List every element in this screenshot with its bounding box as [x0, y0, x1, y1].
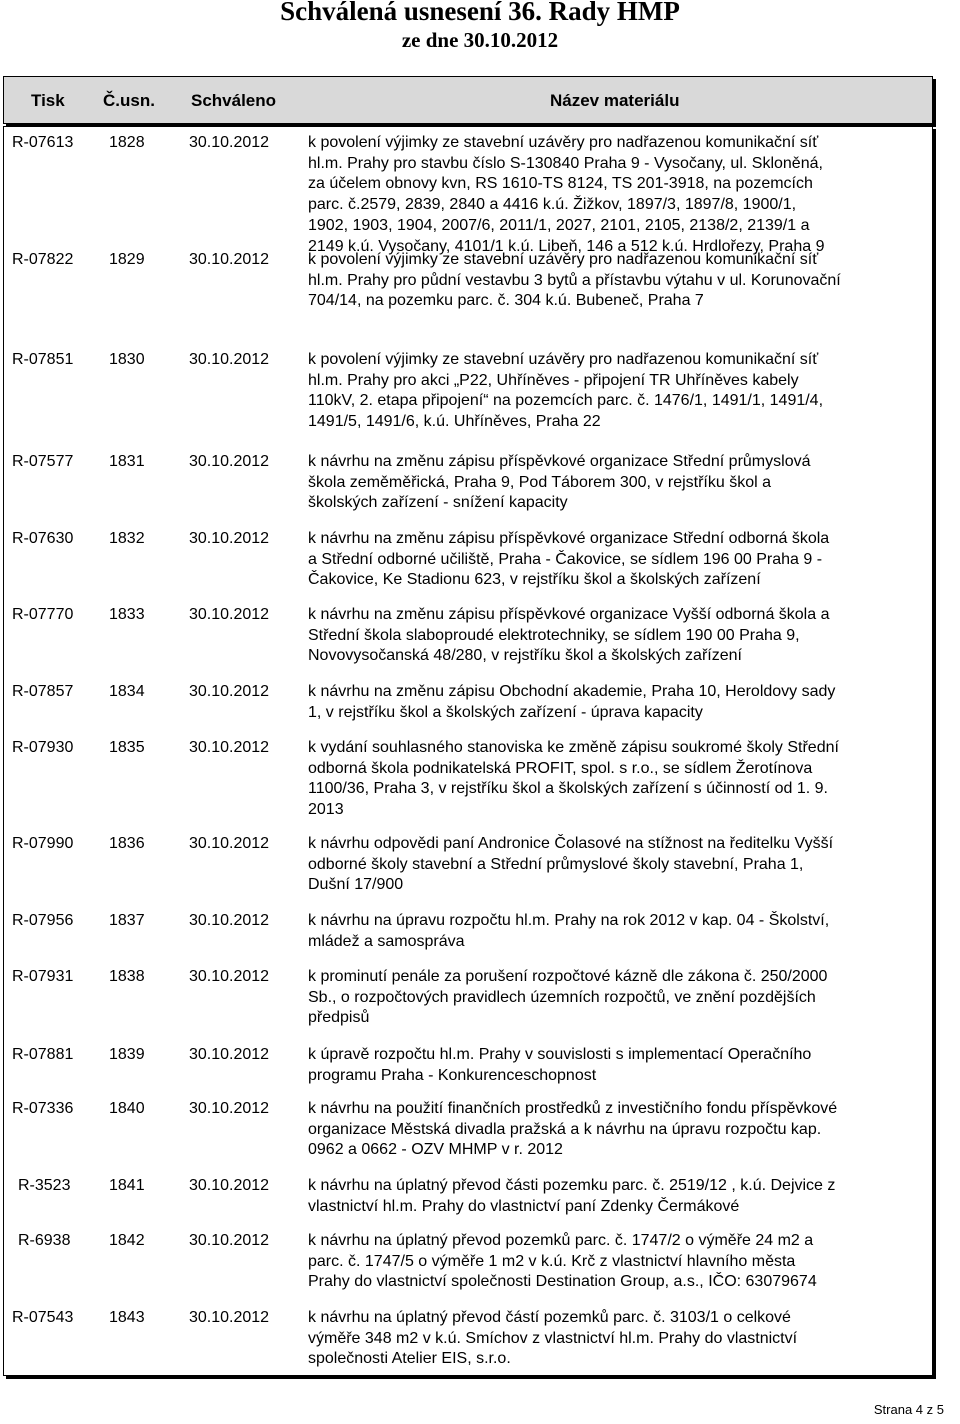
cell-nazev: [308, 529, 923, 591]
cell-tisk: R-3523: [18, 1177, 71, 1194]
nazev-line: vlastnictví hl.m. Prahy do vlastnictví paní Zdenky Čermákové: [308, 1197, 740, 1215]
cell-nazev: [308, 834, 923, 896]
nazev-line: výměře 348 m2 v k.ú. Smíchov z vlastnictví hl.m. Prahy do vlastnictví: [308, 1329, 798, 1347]
cell-cusn: 1834: [109, 683, 145, 700]
cell-tisk: R-07851: [12, 351, 74, 368]
column-header-nazev: Název materiálu: [550, 91, 680, 110]
cell-cusn: 1842: [109, 1232, 145, 1249]
nazev-line: k vydání souhlasného stanoviska ke změně zápisu soukromé školy Střední: [308, 739, 839, 756]
cell-cusn: 1829: [109, 251, 145, 268]
cell-date: 30.10.2012: [189, 968, 270, 985]
cell-date: 30.10.2012: [189, 835, 270, 852]
cell-date: 30.10.2012: [189, 1177, 270, 1194]
nazev-line: hl.m. Prahy pro stavbu číslo S-130840 Praha 9 - Vysočany, ul. Skloněná,: [308, 154, 823, 172]
nazev-line: k návrhu na změnu zápisu příspěvkové organizace Vyšší odborná škola a: [308, 606, 830, 623]
nazev-line: k návrhu odpovědi paní Andronice Čolasové na stížnost na ředitelku Vyšší: [308, 835, 834, 852]
cell-nazev: [308, 350, 923, 433]
nazev-line: k povolení výjimky ze stavební uzávěry pro nadřazenou komunikační síť: [308, 134, 819, 151]
nazev-line: Čakovice, Ke Stadionu 623, v rejstříku škol a školských zařízení: [308, 571, 761, 589]
cell-tisk: R-07956: [12, 912, 74, 929]
nazev-line: k návrhu na úpravu rozpočtu hl.m. Prahy na rok 2012 v kap. 04 - Školství,: [308, 912, 830, 929]
cell-date: 30.10.2012: [189, 1232, 270, 1249]
cell-cusn: 1833: [109, 606, 145, 623]
nazev-line: Sb., o rozpočtových pravidlech územních rozpočtů, ve znění pozdějších: [308, 988, 816, 1006]
nazev-line: mládež a samospráva: [308, 932, 465, 950]
cell-nazev: [308, 1308, 923, 1370]
nazev-line: k povolení výjimky ze stavební uzávěry pro nadřazenou komunikační síť: [308, 251, 819, 268]
table-header: [3, 76, 933, 124]
cell-nazev: [308, 1176, 923, 1217]
cell-date: 30.10.2012: [189, 530, 270, 547]
cell-tisk: R-07543: [12, 1309, 74, 1326]
cell-nazev: [308, 1099, 923, 1161]
nazev-line: 2149 k.ú. Vysočany, 4101/1 k.ú. Libeň, 146 a 512 k.ú. Hrdlořezy, Praha 9: [308, 237, 825, 255]
nazev-line: společnosti Atelier EIS, s.r.o.: [308, 1350, 511, 1368]
cell-nazev: [308, 1231, 923, 1293]
nazev-line: Střední škola slaboproudé elektrotechniky, se sídlem 190 00 Praha 9,: [308, 626, 800, 644]
column-header-schvaleno: Schváleno: [191, 91, 277, 110]
cell-cusn: 1828: [109, 134, 145, 151]
cell-date: 30.10.2012: [189, 1100, 270, 1117]
cell-tisk: R-07630: [12, 530, 74, 547]
nazev-line: 2013: [308, 801, 344, 819]
nazev-line: k návrhu na úplatný převod částí pozemků parc. č. 3103/1 o celkové: [308, 1309, 791, 1326]
nazev-line: k povolení výjimky ze stavební uzávěry pro nadřazenou komunikační síť: [308, 351, 819, 368]
nazev-line: hl.m. Prahy pro půdní vestavbu 3 bytů a přístavbu výtahu v ul. Korunovační: [308, 271, 841, 289]
cell-tisk: R-07931: [12, 968, 74, 985]
cell-tisk: R-07336: [12, 1100, 74, 1117]
cell-tisk: R-07822: [12, 251, 74, 268]
document-subtitle: ze dne 30.10.2012: [401, 28, 559, 52]
nazev-line: 1902, 1903, 1904, 2007/6, 2011/1, 2027, 2101, 2105, 2138/2, 2139/1 a: [308, 216, 810, 234]
cell-nazev: [308, 452, 923, 514]
cell-date: 30.10.2012: [189, 683, 270, 700]
nazev-line: odborné školy stavební a Střední průmyslové školy stavební, Praha 1,: [308, 855, 804, 873]
cell-cusn: 1840: [109, 1100, 145, 1117]
cell-cusn: 1837: [109, 912, 145, 929]
nazev-line: 704/14, na pozemku parc. č. 304 k.ú. Bubeneč, Praha 7: [308, 292, 704, 310]
cell-date: 30.10.2012: [189, 251, 270, 268]
cell-tisk: R-07881: [12, 1046, 74, 1063]
cell-cusn: 1843: [109, 1309, 145, 1326]
cell-nazev: [308, 682, 923, 723]
nazev-line: k návrhu na změnu zápisu příspěvkové organizace Střední průmyslová: [308, 453, 811, 470]
nazev-line: Prahy do vlastnictví společnosti Destination Group, a.s., IČO: 63079674: [308, 1273, 817, 1291]
cell-cusn: 1841: [109, 1177, 145, 1194]
cell-nazev: [308, 967, 923, 1029]
nazev-line: k návrhu na změnu zápisu Obchodní akademie, Praha 10, Heroldovy sady: [308, 683, 836, 700]
cell-cusn: 1835: [109, 739, 145, 756]
nazev-line: k návrhu na použití finančních prostředků z investičního fondu příspěvkové: [308, 1100, 838, 1117]
cell-date: 30.10.2012: [189, 739, 270, 756]
cell-date: 30.10.2012: [189, 606, 270, 623]
nazev-line: 0962 a 0662 - OZV MHMP v r. 2012: [308, 1141, 563, 1159]
cell-date: 30.10.2012: [189, 1046, 270, 1063]
cell-cusn: 1830: [109, 351, 145, 368]
cell-cusn: 1832: [109, 530, 145, 547]
nazev-line: k návrhu na úplatný převod části pozemku parc. č. 2519/12 , k.ú. Dejvice z: [308, 1177, 836, 1194]
nazev-line: školských zařízení - snížení kapacity: [308, 494, 568, 512]
cell-tisk: R-6938: [18, 1232, 71, 1249]
cell-tisk: R-07613: [12, 134, 74, 151]
nazev-line: organizace Městská divadla pražská a k návrhu na úpravu rozpočtu kap.: [308, 1120, 822, 1138]
cell-nazev: [308, 911, 923, 952]
nazev-line: 1100/36, Praha 3, v rejstříku škol a školských zařízení s účinností od 1. 9.: [308, 780, 828, 798]
nazev-line: 1491/5, 1491/6, k.ú. Uhříněves, Praha 22: [308, 413, 601, 431]
cell-cusn: 1836: [109, 835, 145, 852]
nazev-line: parc. č.2579, 2839, 2840 a 4416 k.ú. Žižkov, 1897/3, 1897/8, 1900/1,: [308, 196, 797, 214]
nazev-line: a Střední odborné učiliště, Praha - Čakovice, se sídlem 196 00 Praha 9 -: [308, 550, 823, 568]
cell-date: 30.10.2012: [189, 912, 270, 929]
cell-cusn: 1839: [109, 1046, 145, 1063]
nazev-line: k návrhu na změnu zápisu příspěvkové organizace Střední odborná škola: [308, 530, 830, 547]
nazev-line: předpisů: [308, 1009, 370, 1027]
nazev-line: odborná škola podnikatelská PROFIT, spol. s r.o., se sídlem Žerotínova: [308, 759, 813, 777]
page-number: Strana 4 z 5: [873, 1402, 944, 1417]
nazev-line: Dušní 17/900: [308, 876, 404, 894]
cell-tisk: R-07990: [12, 835, 74, 852]
cell-nazev: [308, 1045, 923, 1086]
column-header-tisk: Tisk: [31, 91, 65, 110]
cell-nazev: [308, 738, 923, 821]
nazev-line: hl.m. Prahy pro akci „P22, Uhříněves - připojení TR Uhříněves kabely: [308, 371, 799, 389]
nazev-line: za účelem obnovy kvn, RS 1610-TS 8124, TS 201-3918, na pozemcích: [308, 175, 813, 193]
cell-nazev: [308, 605, 923, 667]
column-header-cusn: Č.usn.: [103, 91, 155, 110]
nazev-line: Novovysočanská 48/280, v rejstříku škol a školských zařízení: [308, 647, 742, 665]
nazev-line: škola zeměměřická, Praha 9, Pod Táborem 300, v rejstříku škol a: [308, 473, 772, 491]
document-title: Schválená usnesení 36. Rady HMP: [280, 0, 680, 26]
nazev-line: k úpravě rozpočtu hl.m. Prahy v souvislosti s implementací Operačního: [308, 1046, 812, 1063]
cell-cusn: 1838: [109, 968, 145, 985]
cell-tisk: R-07577: [12, 453, 74, 470]
nazev-line: k prominutí penále za porušení rozpočtové kázně dle zákona č. 250/2000: [308, 968, 828, 985]
cell-tisk: R-07770: [12, 606, 74, 623]
cell-date: 30.10.2012: [189, 1309, 270, 1326]
cell-nazev: [308, 250, 923, 312]
nazev-line: k návrhu na úplatný převod pozemků parc. č. 1747/2 o výměře 24 m2 a: [308, 1232, 814, 1249]
cell-date: 30.10.2012: [189, 134, 270, 151]
nazev-line: 1, v rejstříku škol a školských zařízení - úprava kapacity: [308, 703, 703, 721]
cell-tisk: R-07857: [12, 683, 74, 700]
cell-date: 30.10.2012: [189, 453, 270, 470]
nazev-line: 110kV, 2. etapa připojení“ na pozemcích parc. č. 1476/1, 1491/1, 1491/4,: [308, 392, 824, 410]
nazev-line: programu Praha - Konkurenceschopnost: [308, 1066, 597, 1084]
nazev-line: parc. č. 1747/5 o výměře 1 m2 v k.ú. Krč z vlastnictví hlavního města: [308, 1252, 796, 1270]
cell-nazev: [308, 133, 923, 257]
cell-tisk: R-07930: [12, 739, 74, 756]
cell-cusn: 1831: [109, 453, 145, 470]
cell-date: 30.10.2012: [189, 351, 270, 368]
